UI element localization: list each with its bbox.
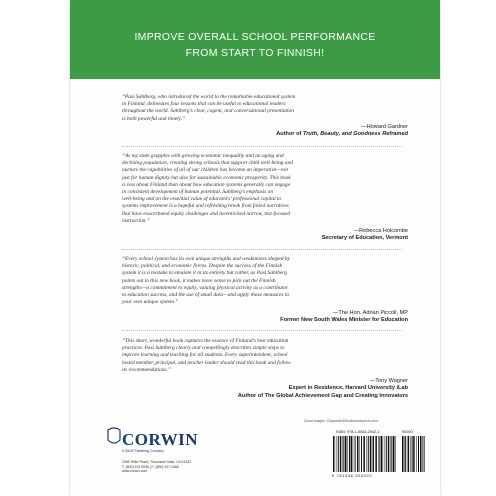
attribution-title-2: Author of The Global Achievement Gap and Creating Innovators bbox=[237, 392, 408, 399]
attribution-name: —The Hon. Adrian Piccoli, MP bbox=[332, 310, 408, 316]
attribution-tony-wagner bbox=[238, 378, 408, 400]
quote-line: to education success, and the use of small data—and apply those measures to bbox=[122, 292, 290, 299]
quote-line: improve learning and teaching for all students. Every superintendent, school bbox=[122, 352, 288, 359]
quote-line: “This short, wonderful book captures the essence of Finland’s best education bbox=[122, 338, 289, 344]
attribution-name: —Howard Gardner bbox=[361, 124, 408, 130]
headline-line-2: FROM START TO FINNISH! bbox=[185, 47, 325, 59]
quote-line: system it is a mistake to emulate it in its entirety but rather, as Pasi Sahlberg bbox=[122, 270, 287, 277]
quote-line: well-being and on the essential value of educators’ professional capital to bbox=[122, 196, 282, 203]
quote-tony-wagner bbox=[122, 338, 402, 374]
quote-line: is both powerful and timely.” bbox=[122, 115, 186, 122]
quote-line: systems improvement is a hopeful and refreshing break from failed narratives bbox=[122, 203, 289, 210]
quote-line: in consistent development of human potential. Sahlberg’s emphasis on bbox=[122, 189, 274, 196]
divider bbox=[122, 249, 402, 250]
attribution-title-prefix: Author of bbox=[276, 131, 303, 138]
quote-line: strengths—a commitment to equity, valuing physical activity as a contributor bbox=[122, 284, 288, 291]
price-barcode bbox=[401, 436, 425, 472]
quote-line: practices. Pasi Sahlberg clearly and compellingly describes simple steps to bbox=[122, 345, 285, 352]
isbn-label: ISBN: 978-1-5063-2542-2 bbox=[336, 430, 380, 434]
attribution-title: Expert in Residence, Harvard University iLab bbox=[288, 385, 408, 392]
quote-line: that have exacerbated equity challenges and incentivized narrow, test-focused bbox=[122, 210, 291, 217]
attribution-howard-gardner bbox=[276, 124, 408, 139]
address-line: 2455 Teller Road | Thousand Oaks, CA 91320 bbox=[122, 460, 191, 464]
divider bbox=[122, 330, 402, 331]
headline-line-1: IMPROVE OVERALL SCHOOL PERFORMANCE bbox=[134, 31, 376, 43]
quote-howard-gardner bbox=[122, 94, 402, 123]
quote-line: declining population, creating strong schools that support child well-being and bbox=[122, 160, 293, 167]
publisher-address bbox=[122, 460, 191, 474]
price-code: 90000 bbox=[402, 430, 413, 434]
publisher-logo: CORWIN bbox=[122, 430, 199, 449]
isbn-barcode bbox=[332, 436, 398, 472]
isbn-digits: 9 781506 325422 bbox=[332, 473, 373, 478]
quote-line: in Finland, delineates four lessons that can be useful to educational leaders bbox=[122, 101, 286, 108]
attribution-name: —Tony Wagner bbox=[369, 378, 408, 384]
attribution-name: —Rebecca Holcombe bbox=[353, 228, 408, 234]
attribution-title: Former New South Wales Minister for Education bbox=[280, 317, 408, 324]
cover-image-credit: Cover images: Clipsketch/iStock/istockphoto.com bbox=[303, 419, 378, 423]
quote-line: points out in this new book, it makes more sense to pick out the Finnish bbox=[122, 277, 276, 284]
quote-line: its recommendations.” bbox=[122, 366, 171, 373]
quote-line: historic, political, and economic forces. Despite the success of the Finnish bbox=[122, 263, 283, 270]
book-back-cover bbox=[70, 0, 440, 496]
headline-banner bbox=[70, 0, 440, 79]
quote-adrian-piccoli bbox=[122, 256, 402, 306]
quote-line: is less about Finland than about how education systems generally can engage bbox=[122, 181, 291, 188]
attribution-rebecca-holcombe bbox=[322, 228, 408, 243]
quote-line: “Pasi Sahlberg, who introduced the world to the remarkable educational system bbox=[122, 94, 296, 100]
attribution-book-title: Truth, Beauty, and Goodness Reframed bbox=[302, 131, 408, 138]
divider bbox=[122, 146, 402, 147]
address-line: T: (800) 233-9936 | F: (800) 417-2466 bbox=[122, 464, 179, 469]
quote-line: “As my state grapples with growing economic inequality and an aging and bbox=[122, 153, 284, 159]
quote-line: just for human dignity but also for sustainable economic prosperity. This book bbox=[122, 174, 291, 181]
quote-line: throughout the world. Sahlberg’s clear, cogent, and conversational presentation bbox=[122, 108, 294, 115]
quote-line: board member, principal, and teacher leader should read this book and follow bbox=[122, 359, 291, 366]
quote-line: instruction.” bbox=[122, 217, 150, 224]
quote-rebecca-holcombe bbox=[122, 153, 402, 225]
quote-line: “Every school system has its own unique strengths and weaknesses shaped by bbox=[122, 256, 290, 262]
corwin-logo-icon bbox=[106, 426, 122, 446]
quote-line: nurture the capabilities of all of our children has become an imperative—not bbox=[122, 167, 288, 174]
attribution-title bbox=[276, 131, 408, 138]
publisher-tagline: A SAGE Publishing Company bbox=[122, 449, 164, 453]
quote-line: your own unique system.” bbox=[122, 299, 179, 306]
address-line: www.corwin.com bbox=[122, 469, 148, 474]
attribution-adrian-piccoli bbox=[280, 310, 408, 325]
attribution-title: Secretary of Education, Vermont bbox=[321, 235, 408, 242]
